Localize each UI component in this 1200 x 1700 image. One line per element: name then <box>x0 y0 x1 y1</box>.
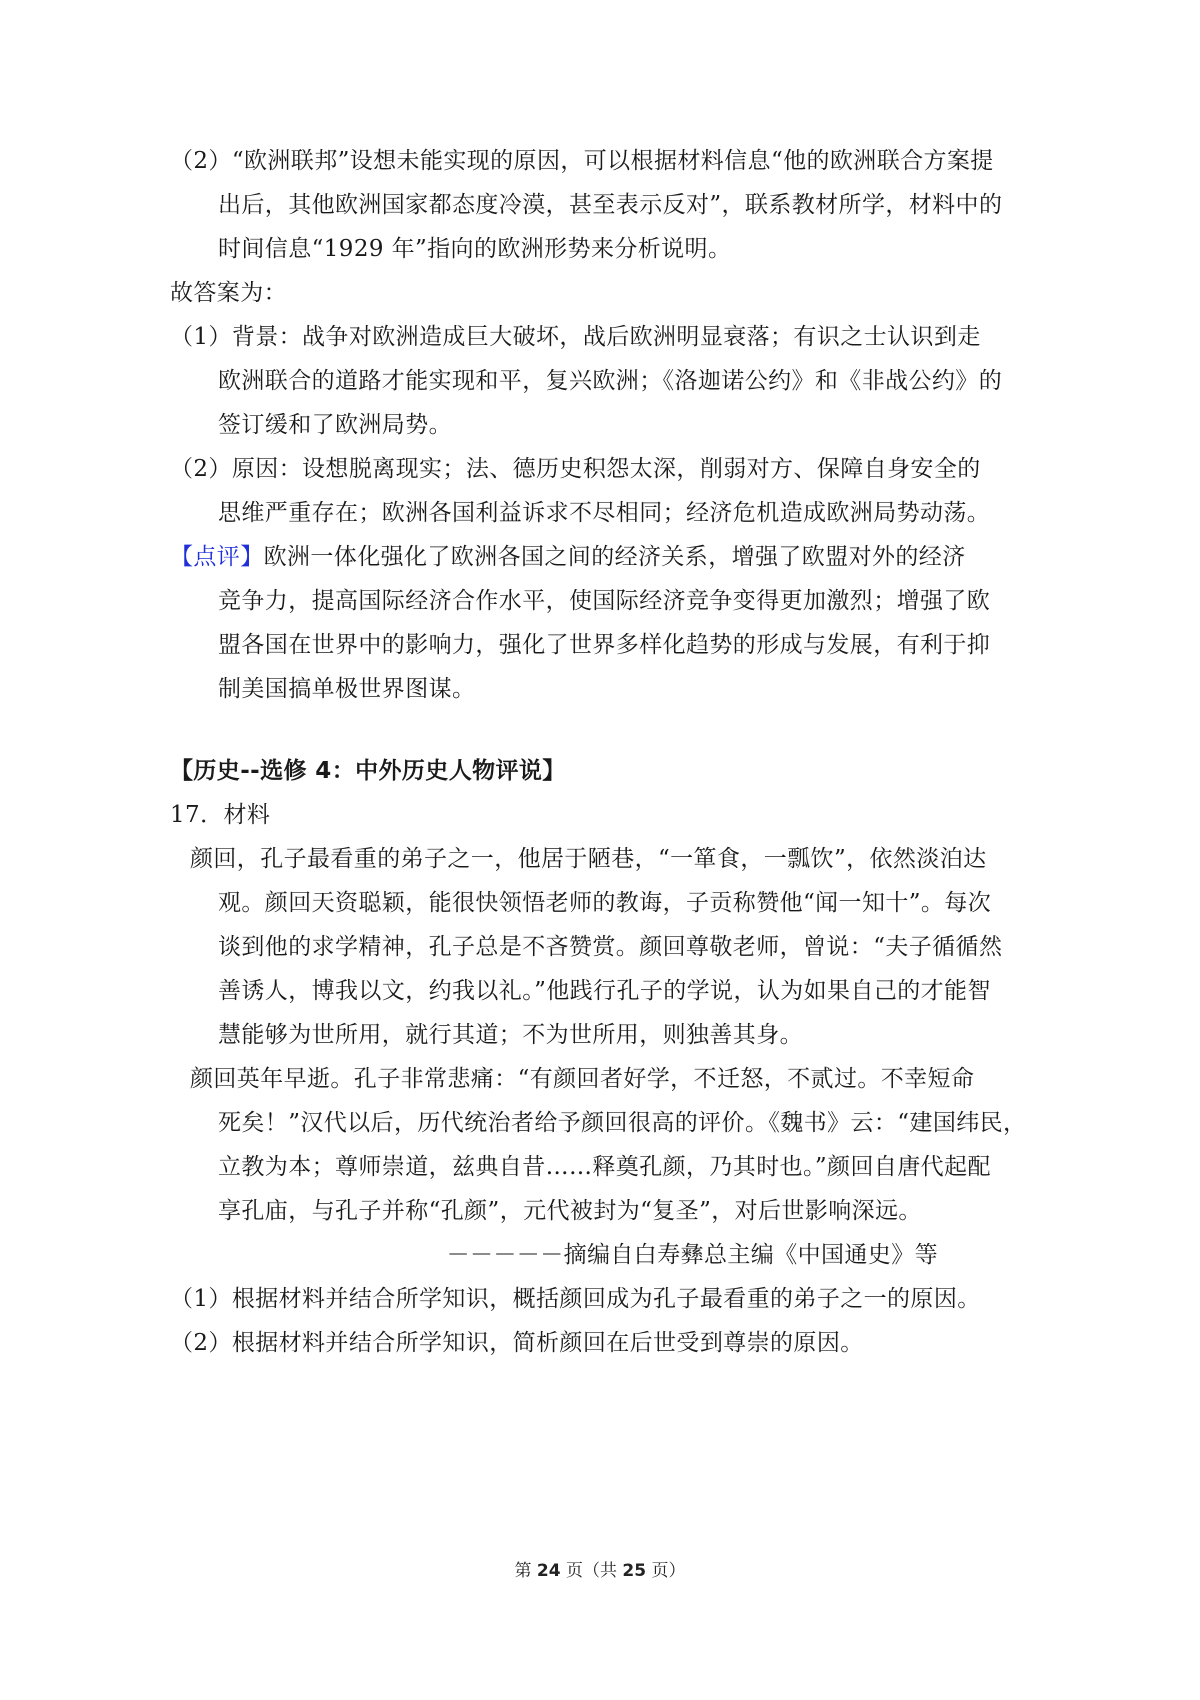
comment-line3: 盟各国在世界中的影响力，强化了世界多样化趋势的形成与发展，有利于抑 <box>218 632 991 658</box>
question-17-title: 17．材料 <box>170 802 271 828</box>
footer-suffix: 页） <box>651 1561 686 1581</box>
analysis-part2-line1: （2）“欧洲联邦”设想未能实现的原因，可以根据材料信息“他的欧洲联合方案提 <box>170 148 994 174</box>
answer-intro: 故答案为： <box>170 280 287 306</box>
material-para1-line3: 谈到他的求学精神，孔子总是不吝赞赏。颜回尊敬老师，曾说：“夫子循循然 <box>218 934 1003 960</box>
answer1-line2: 欧洲联合的道路才能实现和平，复兴欧洲；《洛迦诺公约》和《非战公约》的 <box>218 368 1003 394</box>
comment-line4: 制美国搞单极世界图谋。 <box>218 676 476 702</box>
analysis-part2-line2: 出后，其他欧洲国家都态度冷漠，甚至表示反对”，联系教材所学，材料中的 <box>218 192 1003 218</box>
analysis-part2-line3: 时间信息“1929 年”指向的欧洲形势来分析说明。 <box>218 236 732 262</box>
material-para1-line1: 颜回，孔子最看重的弟子之一，他居于陋巷，“一箪食，一瓢饮”，依然淡泊达 <box>190 846 987 872</box>
answer1-line1: （1）背景：战争对欧洲造成巨大破坏，战后欧洲明显衰落；有识之士认识到走 <box>170 324 981 350</box>
material-para1-line4: 善诱人，博我以文，约我以礼。”他践行孔子的学说，认为如果自己的才能智 <box>218 978 991 1004</box>
material-para2-line1: 颜回英年早逝。孔子非常悲痛：“有颜回者好学，不迁怒，不贰过。不幸短命 <box>190 1066 975 1092</box>
question-17-part2: （2）根据材料并结合所学知识，简析颜回在后世受到尊崇的原因。 <box>170 1330 864 1356</box>
material-para1-line2: 观。颜回天资聪颖，能很快领悟老师的教诲，子贡称赞他“闻一知十”。每次 <box>218 890 992 916</box>
material-para1-line5: 慧能够为世所用，就行其道；不为世所用，则独善其身。 <box>218 1022 803 1048</box>
page-footer <box>0 1556 1200 1581</box>
comment-tag: 【点评】 <box>170 544 264 570</box>
comment-line1 <box>170 534 966 580</box>
footer-prefix: 第 <box>514 1561 532 1581</box>
footer-total-pages: 25 <box>622 1561 647 1581</box>
footer-middle: 页（共 <box>566 1561 617 1581</box>
comment-line2: 竞争力，提高国际经济合作水平，使国际经济竞争变得更加激烈；增强了欧 <box>218 588 991 614</box>
answer1-line3: 签订缓和了欧洲局势。 <box>218 412 452 438</box>
section-heading: 【历史--选修 4：中外历史人物评说】 <box>170 758 566 784</box>
material-para2-line4: 享孔庙，与孔子并称“孔颜”，元代被封为“复圣”，对后世影响深远。 <box>218 1198 922 1224</box>
material-source: －－－－－摘编自白寿彝总主编《中国通史》等 <box>446 1242 938 1268</box>
answer2-line1: （2）原因：设想脱离现实；法、德历史积怨太深，削弱对方、保障自身安全的 <box>170 456 981 482</box>
question-17-part1: （1）根据材料并结合所学知识，概括颜回成为孔子最看重的弟子之一的原因。 <box>170 1286 981 1312</box>
comment-text-line1: 欧洲一体化强化了欧洲各国之间的经济关系，增强了欧盟对外的经济 <box>263 544 966 570</box>
material-para2-line3: 立教为本；尊师崇道，兹典自昔……释奠孔颜，乃其时也。”颜回自唐代起配 <box>218 1154 991 1180</box>
answer2-line2: 思维严重存在；欧洲各国利益诉求不尽相同；经济危机造成欧洲局势动荡。 <box>218 500 991 526</box>
material-para2-line2: 死矣！”汉代以后，历代统治者给予颜回很高的评价。《魏书》云：“建国纬民， <box>218 1110 1027 1136</box>
footer-page-number: 24 <box>536 1561 561 1581</box>
